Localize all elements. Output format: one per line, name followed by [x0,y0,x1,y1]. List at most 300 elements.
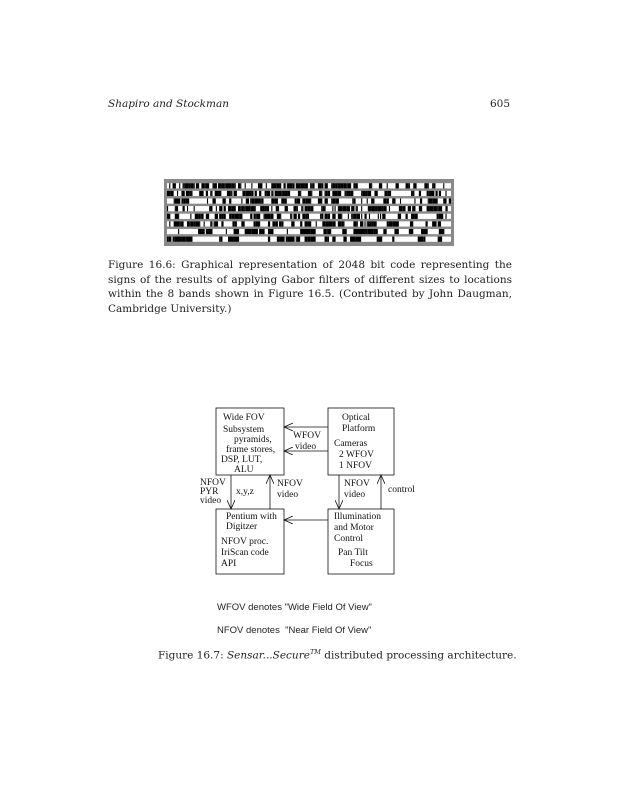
bit-run [175,198,177,203]
optical-line-5: 1 NFOV [339,461,372,471]
bit-run [412,206,415,211]
bit-run [256,221,259,226]
bit-run [350,183,351,188]
bit-run [184,183,185,188]
bit-run [251,229,258,234]
bit-run [241,206,243,211]
bit-run [335,214,336,219]
bit-run [357,214,360,219]
bit-run [245,229,252,234]
bit-run [409,229,413,234]
bit-run [300,183,303,188]
bit-run [224,206,226,211]
bit-run [350,191,353,196]
bit-run [325,214,328,219]
bit-run [380,214,381,219]
bit-run [374,191,377,196]
bit-run [329,221,332,226]
bit-run [431,191,434,196]
bit-run [309,191,311,196]
bit-run [169,221,170,226]
nfov-pyr-label-3: video [200,496,222,506]
bit-run [366,229,368,234]
bit-run [229,198,231,203]
bit-run [178,229,179,234]
bit-run [267,191,270,196]
bit-run [196,221,199,226]
bit-run [277,237,279,242]
bit-run [264,214,265,219]
bit-run [308,221,311,226]
bit-run [299,183,300,188]
bit-run [311,191,312,196]
bit-run [186,191,189,196]
bit-run [211,191,212,196]
bit-run [246,191,248,196]
bit-run [300,191,301,196]
bit-run [227,191,230,196]
bit-run [309,206,310,211]
bit-run [321,206,322,211]
bit-run [438,221,441,226]
bit-run [420,198,422,203]
bit-run [228,183,231,188]
bit-run [338,183,340,188]
bit-run [231,206,233,211]
bit-run [285,198,287,203]
bit-run [429,198,432,203]
bit-run [260,206,262,211]
nfov-center-label: NFOV [277,479,303,489]
bit-run [206,214,209,219]
bit-run [224,214,226,219]
bit-run [383,206,386,211]
bit-run [256,214,257,219]
bit-run [235,183,236,188]
bit-run [413,183,416,188]
bit-run [411,214,414,219]
bit-run [310,229,316,234]
bit-run [437,206,438,211]
bit-run [366,191,368,196]
bit-run [198,229,205,234]
pentium-line-2: Digitzer [226,522,258,532]
bit-run [214,221,215,226]
bit-run [288,237,295,242]
bit-run [178,214,179,219]
bit-run [194,221,196,226]
bit-run [275,191,278,196]
bit-run [293,214,296,219]
bit-run [210,221,211,226]
bit-run [443,183,444,188]
xyz-label: x,y,z [236,487,254,497]
bit-run [332,198,335,203]
bit-run [181,191,184,196]
bit-run [195,214,198,219]
bit-run [255,198,258,203]
bit-run [289,183,292,188]
bit-run [332,221,335,226]
bit-run [198,214,200,219]
wide-fov-line-1: Wide FOV [223,413,265,423]
bit-run [328,214,329,219]
bit-run [310,237,316,242]
bit-run [387,198,389,203]
bit-run [424,183,427,188]
bit-run [276,206,278,211]
bit-run [428,183,429,188]
bit-run [286,237,288,242]
bit-run [321,191,322,196]
bit-run [175,206,176,211]
bit-run [196,183,199,188]
bit-run [215,214,218,219]
bit-run [388,191,391,196]
bit-run [303,229,310,234]
bit-run [167,206,168,211]
bit-run [387,183,388,188]
bit-run [250,198,251,203]
bit-run [260,198,261,203]
bit-run [305,237,308,242]
wfov-note: WFOV denotes "Wide Field Of View" [217,602,372,613]
bit-run [356,183,358,188]
bit-run [325,198,328,203]
bit-run [297,237,300,242]
bit-run [291,221,294,226]
bit-run [292,183,293,188]
bit-run [360,229,364,234]
bit-run [189,221,190,226]
bit-run [389,206,390,211]
bit-run [428,198,429,203]
pentium-line-3: NFOV proc. [221,537,269,547]
bit-run [371,206,374,211]
bit-run [411,191,412,196]
bit-run [328,229,329,234]
bit-run [175,214,178,219]
bit-run [396,183,399,188]
bit-run [298,214,300,219]
bit-run [250,214,252,219]
bit-run [310,198,311,203]
bit-run [319,191,321,196]
bit-run [383,198,386,203]
pentium-line-4: IriScan code [221,548,269,558]
bit-run [190,221,193,226]
bit-run [399,206,402,211]
bit-run [240,206,241,211]
bit-run [302,198,305,203]
bit-run [305,183,308,188]
bit-run [328,237,329,242]
bit-run [435,221,436,226]
bit-run [174,198,175,203]
bit-run [414,198,415,203]
bit-run [281,221,283,226]
bit-run [356,237,362,242]
bit-run [445,206,447,211]
bit-run [347,191,349,196]
bit-run [271,206,272,211]
bit-run [392,237,394,242]
bit-run [183,183,184,188]
bit-run [432,221,435,226]
bit-run [231,183,232,188]
wide-fov-line-6: ALU [234,465,254,475]
bit-run [287,229,288,234]
bit-run [296,183,299,188]
bit-run [332,206,333,211]
bit-run [288,183,289,188]
bit-run [194,183,195,188]
bit-run [184,198,186,203]
bit-run [254,214,256,219]
bit-run [205,183,206,188]
bit-run [221,214,223,219]
bit-run [357,206,358,211]
bit-run [238,206,240,211]
bit-run [216,206,217,211]
figure-16-7-caption [158,648,517,662]
bit-run [353,214,354,219]
bit-run [319,198,322,203]
control-label: control [388,485,415,495]
bit-run [376,221,377,226]
bit-run [298,191,300,196]
illumination-line-1: Illumination [334,512,381,522]
bit-run [348,214,349,219]
bit-run [347,183,348,188]
bit-run [310,183,311,188]
bit-run [361,214,362,219]
bit-run [432,183,433,188]
bit-run [336,198,339,203]
bit-run [439,206,442,211]
bit-run [338,214,341,219]
bit-run [226,183,228,188]
bit-run [329,229,331,234]
bit-run [232,183,234,188]
bit-run [246,198,248,203]
bit-run [376,229,378,234]
bit-run [248,198,249,203]
bit-run [177,191,178,196]
bit-run [303,183,304,188]
bit-run [190,183,193,188]
bit-run [310,206,313,211]
bit-run [290,214,291,219]
bit-run [321,214,323,219]
bit-run [342,229,346,234]
bit-run [293,206,296,211]
nfov-note: NFOV denotes "Near Field Of View" [217,625,372,636]
bit-run [231,191,232,196]
bit-run [423,237,425,242]
bit-run [382,214,385,219]
bit-run [234,191,237,196]
bit-run [316,221,317,226]
bit-run [353,229,360,234]
bit-run [248,191,251,196]
bit-run [270,214,273,219]
bit-run [387,221,389,226]
bit-run [293,183,294,188]
bit-run [345,206,347,211]
bit-run [175,237,182,242]
bit-run [419,206,421,211]
bit-run [351,206,354,211]
bit-run [235,214,238,219]
bit-run [265,214,268,219]
bit-run [409,183,410,188]
nfov-center-video-label: video [277,490,299,500]
bit-run [439,191,441,196]
bit-run [352,214,353,219]
bit-run [239,214,242,219]
bit-run [283,198,284,203]
figure-16-6-caption: Figure 16.6: Graphical representation of 2048 bit code representing the signs of the results of applying Gabor filters of different sizes to locations within the 8 bands shown in Figure 16.5. (Contributed by John Daugman, Cambridge University.) [108,259,512,315]
bit-run [173,237,175,242]
bit-run [438,206,439,211]
bit-run [177,221,179,226]
bit-run [285,206,288,211]
bit-run [338,221,341,226]
bit-run [364,214,366,219]
bit-run [221,221,223,226]
bit-run [425,221,427,226]
bit-run [259,221,260,226]
bit-run [230,191,231,196]
bit-run [234,237,240,242]
bit-run [429,191,430,196]
bit-run [244,206,245,211]
bit-run [219,237,220,242]
bit-run [371,183,372,188]
wide-fov-line-2: Subsystem [223,425,265,435]
bit-run [339,206,342,211]
bit-run [353,183,355,188]
bit-run [258,183,259,188]
bit-run [312,183,314,188]
bit-run [245,183,246,188]
bit-run [300,221,302,226]
bit-run [220,237,222,242]
bit-run [406,183,409,188]
bit-run [322,221,325,226]
bit-run [376,206,378,211]
bit-run [322,206,324,211]
bit-run [272,191,273,196]
bit-run [443,198,446,203]
bit-run [325,183,328,188]
bit-run [367,221,368,226]
bit-run [371,198,374,203]
bit-run [336,183,338,188]
bit-run [206,183,209,188]
bit-run [361,191,362,196]
bit-run [214,183,217,188]
bit-run [351,214,352,219]
bit-run [427,206,430,211]
bit-run [340,183,343,188]
bit-run [368,191,371,196]
bit-run [361,198,362,203]
bit-run [354,214,356,219]
bit-run [221,183,224,188]
bit-run [438,237,442,242]
bit-run [183,206,185,211]
bit-run [177,198,180,203]
page-number: 605 [489,98,510,110]
bit-run [285,191,288,196]
bit-run [331,198,332,203]
bit-run [342,206,344,211]
bit-run [274,198,275,203]
bit-run [229,214,231,219]
bit-run [326,191,328,196]
bit-run [189,191,191,196]
bit-run [427,191,429,196]
bit-run [280,214,281,219]
illumination-line-4: Pan Tilt [338,548,368,558]
wide-fov-line-3: pyramids, [234,435,272,445]
bit-run [272,221,275,226]
bit-run [283,183,285,188]
bit-run [287,183,288,188]
bit-run [343,183,346,188]
bit-run [350,237,356,242]
bit-run [278,191,279,196]
wide-fov-line-5: DSP, LUT, [221,455,263,465]
bit-run [268,221,270,226]
bit-run [209,206,212,211]
bit-run [259,191,261,196]
bit-run [234,206,236,211]
bit-run [168,237,171,242]
bit-run [421,229,428,234]
bit-run [383,229,386,234]
bit-run [288,191,289,196]
bit-run [295,198,297,203]
bit-run [176,206,177,211]
bit-run [332,191,334,196]
bit-run [259,183,262,188]
bit-run [368,229,374,234]
bit-run [199,221,200,226]
bit-run [222,198,225,203]
iris-code-bitmap [164,179,454,246]
bit-run [174,221,177,226]
bit-run [341,221,343,226]
bit-run [179,221,180,226]
bit-run [430,206,433,211]
wfov-video-label: video [295,442,317,452]
bit-run [378,206,381,211]
bit-run [406,214,408,219]
bit-run [241,198,242,203]
bit-run [255,191,257,196]
bit-run [338,191,341,196]
bit-run [228,237,234,242]
bit-run [323,229,326,234]
bit-run [318,198,319,203]
running-header-authors: Shapiro and Stockman [108,98,230,110]
bit-run [218,191,221,196]
bit-run [173,183,176,188]
bit-run [199,191,202,196]
